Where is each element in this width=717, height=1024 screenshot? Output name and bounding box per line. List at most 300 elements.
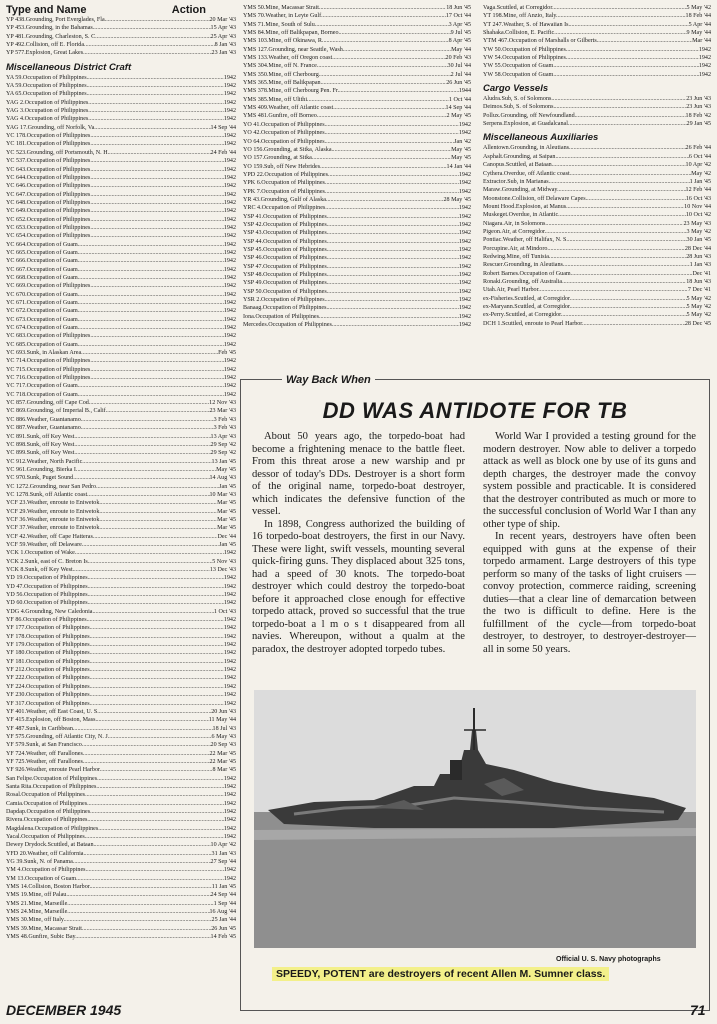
vessel-name: YMS 39: [6, 925, 27, 932]
list-item: [483, 62, 711, 70]
article-paragraph: In recent years, destroyers have often been equipped with guns at the expense of their torpedo armament. Large destroyers of this type perform so many of the tasks of light cruisers — convoy protection, commerce raiding, screening duties—that a clear line of demarcation between the two is difficult to define. Here is the fulfillment of the cycle—from torpedo-boat destroyer, to destroyer, to destroyer-destroyer—all in some 50 years.: [483, 531, 696, 655]
action-date: 1942: [223, 83, 236, 90]
vessel-name: YM 13: [6, 875, 24, 882]
action-date: 1942: [223, 341, 236, 348]
vessel-action: .Mine, South of Sulu .....: [264, 21, 449, 29]
action-date: 13 Apr '43: [210, 433, 236, 440]
vessel-action: .Occupation of Philippines .....: [262, 246, 459, 254]
action-date: 1942: [458, 221, 471, 228]
vessel-action: .Scuttled, at Corregidor .....: [513, 295, 687, 303]
vessel-name: YMS 481: [243, 113, 267, 120]
list-item: [243, 129, 471, 137]
vessel-action: .Air, Pearl Harbor .....: [495, 286, 688, 294]
vessel-name: YF 178: [6, 633, 25, 640]
action-date: 1942: [223, 633, 236, 640]
header-action: Action: [171, 4, 206, 16]
vessel-action: .Sunk, N. of Panama .....: [22, 858, 210, 866]
vessel-action: .Grounding, off Australia .....: [501, 278, 687, 286]
action-date: 1942: [223, 158, 236, 165]
list-item: [243, 79, 471, 87]
vessel-action: .Occupation of Philippines .....: [23, 107, 224, 115]
action-date: 1942: [223, 191, 236, 198]
action-date: 1942: [458, 213, 471, 220]
vessel-name: YO 156: [243, 146, 263, 153]
vessel-action: .Occupation of Philippines .....: [32, 775, 224, 783]
vessel-name: Muskeget: [483, 212, 508, 219]
vessel-name: YMS 133: [243, 55, 267, 62]
vessel-action: .Weather, off Delaware .....: [25, 541, 219, 549]
vessel-name: Dapdap: [6, 808, 25, 815]
list-item: [6, 115, 236, 123]
vessel-action: .Occupation of Philippines .....: [267, 321, 459, 329]
vessel-action: .Weather, off California .....: [26, 850, 212, 858]
list-item: [6, 191, 236, 199]
vessel-name: YC 685: [6, 341, 26, 348]
action-date: 1942: [458, 280, 471, 287]
list-item: [6, 875, 236, 883]
list-item: [6, 683, 236, 691]
list-item: [6, 433, 236, 441]
vessel-name: YC 717: [6, 383, 26, 390]
vessel-action: .Occupation of Philippines .....: [261, 304, 459, 312]
vessel-name: YC 643: [6, 166, 26, 173]
vessel-name: YC 669: [6, 283, 26, 290]
list-item: [483, 71, 711, 79]
list-item: [6, 316, 236, 324]
vessel-name: YCF 36: [6, 516, 26, 523]
vessel-action: .Occupation of Philippines .....: [25, 366, 224, 374]
vessel-action: .Weather, in Leyte Gulf .....: [264, 12, 446, 20]
list-item: [6, 825, 236, 833]
vessel-name: YF 86: [6, 617, 22, 624]
vessel-action: .Weather, S. of Hawaiian Is. .....: [502, 21, 689, 29]
vessel-name: YT 198: [483, 13, 502, 20]
vessel-name: YC 891: [6, 433, 26, 440]
list-item: [6, 207, 236, 215]
vessel-name: YMS 378: [243, 88, 267, 95]
vessel-name: YM 4: [6, 867, 21, 874]
action-date: 1942: [223, 358, 236, 365]
vessel-name: YSP 48: [243, 272, 262, 278]
list-item: [483, 270, 711, 278]
action-date: 1942: [223, 700, 236, 707]
vessel-action: .Grounding, Port Everglades, Fla. .....: [24, 16, 209, 24]
vessel-action: .Occupation of Philippines .....: [21, 82, 223, 90]
list-item: [6, 649, 236, 657]
list-item: [6, 466, 236, 474]
list-item: [6, 449, 236, 457]
list-item: [6, 541, 236, 549]
action-date: 2 Jul '44: [450, 71, 471, 78]
action-date: 29 Sep '42: [210, 441, 236, 448]
vessel-action: .Scuttled, at Bataan .....: [46, 841, 210, 849]
action-date: Mar '45: [217, 525, 236, 532]
vessel-action: .Air, at Mindoro .....: [508, 245, 685, 253]
vessel-name: Shahaka: [483, 30, 504, 37]
vessel-action: .Occupation of Guam .....: [501, 62, 699, 70]
vessel-name: YC 652: [6, 216, 26, 223]
vessel-name: Cythera: [483, 170, 503, 177]
vessel-name: YMS 21: [6, 900, 27, 907]
vessel-action: .Weather, Guantanamo .....: [25, 416, 213, 424]
action-date: 25 Jan '44: [211, 917, 236, 924]
vessel-action: .Occupation of Philippines .....: [25, 140, 224, 148]
list-item: [483, 46, 711, 54]
action-date: 1 Oct '44: [448, 96, 471, 103]
vessel-name: YF 317: [6, 700, 25, 707]
vessel-action: .Occupation of Philippines .....: [22, 816, 224, 824]
vessel-name: YC 648: [6, 199, 26, 206]
vessel-action: .Occupation of Guam .....: [518, 270, 692, 278]
action-date: 26 Jun '45: [446, 80, 471, 87]
list-item: [243, 138, 471, 146]
action-date: 1942: [223, 667, 236, 674]
vessel-name: YP 577: [6, 50, 25, 57]
action-date: 24 Sep '44: [210, 892, 236, 899]
list-item: [483, 103, 711, 111]
action-date: 24 Feb '44: [210, 149, 236, 156]
action-date: 1942: [458, 263, 471, 270]
list-item: [483, 278, 711, 286]
vessel-action: .Grounding, in Aleutians .....: [509, 144, 686, 152]
vessel-name: Pontiac: [483, 237, 502, 244]
vessel-action: .Occupation of Philippines .....: [24, 674, 223, 682]
vessel-name: YCF 59: [6, 541, 26, 548]
vessel-action: .Occupation of Philippines .....: [25, 224, 224, 232]
vessel-name: YO 42: [243, 130, 260, 137]
vessel-name: YAG 17: [6, 124, 27, 131]
list-item: [483, 4, 711, 12]
action-date: 1942: [223, 216, 236, 223]
vessel-name: YSP 41: [243, 213, 262, 220]
action-date: 1942: [458, 171, 471, 178]
action-date: 1942: [458, 121, 471, 128]
action-date: 1942: [223, 141, 236, 148]
action-date: 13 Jan '45: [211, 458, 236, 465]
vessel-action: .Mine, off N. France .....: [267, 62, 448, 70]
vessel-name: YMS 84: [243, 30, 264, 37]
vessel-name: YMS 409: [243, 105, 267, 112]
list-item: [6, 349, 236, 357]
vessel-action: .Sunk, off Key West .....: [25, 449, 210, 457]
list-item: [6, 107, 236, 115]
action-date: 1942: [223, 116, 236, 123]
action-date: 1942: [223, 658, 236, 665]
vessel-name: YC 666: [6, 258, 26, 265]
vessel-action: .Collision, Boston Harbor .....: [27, 883, 212, 891]
vessel-action: .Overdue, in Atlantic .....: [507, 211, 686, 219]
action-date: 16 Aug '44: [209, 909, 236, 916]
article-headline: DD WAS ANTIDOTE FOR TB: [322, 398, 628, 423]
list-item: [6, 599, 236, 607]
action-date: 18 Jun '45: [446, 5, 471, 11]
vessel-action: .Occupation of Philippines .....: [262, 213, 459, 221]
list-item: [6, 82, 236, 90]
action-date: 1942: [458, 188, 471, 195]
list-item: [6, 624, 236, 632]
action-date: 1942: [223, 241, 236, 248]
vessel-name: YSP 46: [243, 255, 262, 262]
vessel-action: .Grounding, off Newfoundland .....: [499, 112, 686, 120]
list-item: [6, 733, 236, 741]
list-item: [483, 170, 711, 178]
list-item: [6, 382, 236, 390]
vessel-action: .Sunk, off Key West .....: [23, 566, 209, 574]
list-item: [6, 99, 236, 107]
list-item: [6, 808, 236, 816]
action-date: 1942: [223, 166, 236, 173]
vessel-name: ex-Maryann: [483, 304, 513, 310]
action-date: 1942: [458, 205, 471, 212]
list-item: [243, 154, 471, 162]
vessel-action: .Occupation of Philippines .....: [25, 232, 224, 240]
vessel-action: .Mine, off Okinawa, R. .....: [267, 37, 449, 45]
list-item: [6, 499, 236, 507]
list-item: [6, 140, 236, 148]
action-date: 1 Jan '45: [689, 178, 711, 185]
action-date: 14 Jan '44: [446, 163, 471, 170]
vessel-name: YSP 47: [243, 263, 262, 270]
vessel-name: YMS 385: [243, 96, 267, 103]
vessel-action: .Scuttled, at Corregidor .....: [513, 303, 687, 311]
vessel-name: YMS 365: [243, 80, 267, 87]
vessel-action: .Grounding, off Norfolk, Va. .....: [26, 124, 210, 132]
vessel-action: .Occupation of Philippines .....: [262, 238, 459, 246]
action-date: 1942: [698, 63, 711, 70]
article-paragraph: In 1898, Congress authorized the building of 16 torpedo-boat destroyers, the first in our Navy. These were light, swift vessels, mounting several quick-firing guns. They displaced about 325 tons, had a speed of 30 knots. The torpedo-boat destroyer which could destroy the torpedo-boat before it approached close enough for effective torpedo attack, proved so successful that the true torpedo-boat a l m o s t disappeared from all navies. Whereupon, without a qualm at the paradox, the destroyer adopted torpedo tubes.: [252, 518, 465, 655]
action-date: 1942: [223, 233, 236, 240]
list-item: [6, 216, 236, 224]
action-date: 3 Feb '43: [213, 425, 236, 432]
action-date: 5 May '42: [686, 295, 711, 302]
article-column-right: [483, 431, 696, 656]
vessel-name: YC 869: [6, 408, 26, 415]
vessel-action: .Sub, S. of Solomons .....: [500, 95, 686, 103]
vessel-action: .Occupation of Philippines .....: [260, 188, 459, 196]
action-date: 1942: [223, 675, 236, 682]
vessel-name: YC 912: [6, 458, 26, 465]
list-item: [6, 841, 236, 849]
vessel-action: .Occupation of Philippines .....: [262, 229, 459, 237]
vessel-name: YR 43: [243, 196, 260, 203]
action-date: 1942: [223, 291, 236, 298]
vessel-name: YMS 70: [243, 13, 264, 20]
action-date: 1942: [223, 99, 236, 106]
list-item: [6, 833, 236, 841]
vessel-action: .Weather, off Oregon coast .....: [267, 54, 446, 62]
list-item: [6, 41, 236, 49]
list-item: [6, 674, 236, 682]
vessel-action: .Mine, Marseille .....: [27, 900, 214, 908]
vessel-name: YC 715: [6, 366, 26, 373]
vessel-action: .Occupation of Guam .....: [25, 241, 224, 249]
list-item: [243, 254, 471, 262]
vessel-action: .Occupation of Philippines .....: [24, 700, 223, 708]
vessel-action: .Grounding, near Seattle, Wash. .....: [267, 46, 451, 54]
section-title-cargo-vessels: Cargo Vessels: [483, 83, 549, 95]
action-date: Mar '44: [692, 38, 711, 45]
vessel-name: Canopus: [483, 162, 505, 169]
action-date: 1942: [223, 391, 236, 398]
vessel-action: .Explosion, at Manus .....: [514, 203, 684, 211]
action-date: 3 May '42: [686, 228, 711, 235]
vessel-action: .Grounding, in the Bahamas .....: [24, 24, 210, 32]
vessel-action: .Weather, off Cape Hatteras .....: [25, 533, 217, 541]
action-date: 23 Jun '43: [686, 96, 711, 103]
vessel-name: YC 898: [6, 441, 26, 448]
list-item: [243, 12, 471, 20]
action-date: 23 Jan '43: [211, 50, 236, 57]
action-date: 10 Oct '42: [685, 212, 711, 219]
vessel-action: .Occupation of Philippines .....: [20, 791, 224, 799]
list-item: [6, 891, 236, 899]
list-item: [483, 12, 711, 20]
list-item: [6, 508, 236, 516]
vessel-action: .Occupation of Philippines .....: [24, 633, 223, 641]
action-date: 18 Jun '43: [686, 278, 711, 285]
vessel-name: YP 438: [6, 17, 25, 23]
list-item: [6, 866, 236, 874]
action-date: 1942: [458, 246, 471, 253]
article-paragraph: About 50 years ago, the torpedo-boat had become a frightening menace to the battle fleet. From this threat arose a new warship and pr dessor of today's DDs. Destroyer is a short form of the original name, torpedo-boat destroyer, which indicates the defensive function of the vessel.: [252, 431, 465, 517]
vessel-action: .Occupation of Philippines .....: [24, 649, 223, 657]
action-date: 8 Jan '43: [214, 42, 236, 49]
vessel-action: .Occupation of Philippines .....: [259, 129, 458, 137]
list-item: [6, 916, 236, 924]
action-date: 5 Apr '44: [688, 21, 711, 28]
list-item: [243, 304, 471, 312]
vessel-name: YC 181: [6, 141, 26, 148]
vessel-name: YC 664: [6, 241, 26, 248]
list-misc-auxiliaries: [483, 144, 711, 328]
action-date: 1942: [223, 775, 236, 782]
list-item: [243, 146, 471, 154]
action-date: Mar '45: [217, 516, 236, 523]
vessel-name: Mount Hood: [483, 203, 515, 210]
vessel-action: .Collision, off E. Florida .....: [24, 41, 214, 49]
vessel-name: YF 724: [6, 750, 25, 757]
action-date: 1942: [223, 133, 236, 140]
vessel-action: .Occupation of Guam .....: [23, 875, 223, 883]
list-item: [6, 441, 236, 449]
action-date: 1942: [223, 283, 236, 290]
vessel-action: .Occupation of Guam .....: [25, 299, 224, 307]
list-item: [6, 224, 236, 232]
vessel-name: YP 492: [6, 42, 25, 49]
vessel-action: .Occupation of Philippines .....: [25, 207, 224, 215]
vessel-name: YMS 304: [243, 63, 267, 70]
action-date: 30 Jan '45: [686, 237, 711, 244]
column-1: [6, 4, 236, 941]
vessel-action: .Mine, off Balikpapan .....: [267, 79, 446, 87]
action-date: 1942: [223, 249, 236, 256]
list-item: [6, 908, 236, 916]
vessel-name: YF 415: [6, 717, 25, 724]
vessel-name: DCH 1: [483, 320, 501, 327]
vessel-name: YP 481: [6, 33, 25, 40]
vessel-name: YF 224: [6, 683, 25, 690]
action-date: May '45: [451, 155, 471, 162]
vessel-name: YC 653: [6, 224, 26, 231]
action-date: 20 Feb '43: [445, 55, 471, 62]
vessel-name: YMS 14: [6, 884, 27, 891]
vessel-name: YF 177: [6, 625, 25, 632]
action-date: 1942: [223, 825, 236, 832]
action-date: Jan '45: [219, 483, 236, 490]
action-date: 23 Mar '43: [209, 408, 236, 415]
vessel-action: .Grounding, off Cape Cod .....: [25, 399, 209, 407]
list-item: [6, 399, 236, 407]
action-date: 1942: [223, 692, 236, 699]
vessel-name: YMS 30: [6, 917, 27, 924]
vessel-action: .Occupation of Philippines .....: [254, 313, 459, 321]
vessel-name: YCK 1: [6, 550, 24, 557]
vessel-name: YW 50: [483, 46, 501, 53]
vessel-name: YF 180: [6, 650, 25, 657]
list-item: [6, 357, 236, 365]
destroyer-ship-illustration: [254, 690, 696, 948]
vessel-action: .Mine, off Tunisia .....: [505, 253, 686, 261]
vessel-name: Ronaki: [483, 278, 501, 285]
vessel-action: .Occupation of Philippines .....: [259, 138, 454, 146]
list-item: [6, 566, 236, 574]
vessel-action: .Mine, off Italy .....: [27, 916, 212, 924]
vessel-action: .Occupation of Philippines .....: [24, 658, 223, 666]
vessel-name: YD 56: [6, 592, 23, 599]
action-date: 22 Mar '45: [209, 758, 236, 765]
vessel-action: .Occupation of Philippines .....: [25, 174, 224, 182]
list-item: [6, 858, 236, 866]
vessel-action: .Occupation of Guam .....: [25, 391, 224, 399]
vessel-action: .Occupation of Philippines .....: [33, 825, 224, 833]
vessel-action: .Weather, enroute to Eniwetok .....: [25, 516, 217, 524]
list-item: [6, 157, 236, 165]
list-item: [6, 458, 236, 466]
action-date: 20 Mar '43: [209, 17, 236, 23]
list-item: [243, 4, 471, 12]
vessel-action: .Occupation of Guam .....: [25, 316, 224, 324]
section-title-misc-auxiliaries: Miscellaneous Auxiliaries: [483, 132, 599, 144]
vessel-action: .Occupation of Philippines .....: [25, 182, 224, 190]
list-item: [6, 474, 236, 482]
vessel-action: .Mine, off Cherbourg Pen. Fr. .....: [267, 87, 459, 95]
action-date: Dec '44: [217, 533, 236, 540]
vessel-name: Maraw: [483, 187, 501, 194]
vessel-action: .Occupation of Philippines .....: [260, 204, 459, 212]
vessel-name: YMS 50: [243, 5, 264, 11]
list-item: [243, 288, 471, 296]
action-date: 1942: [223, 266, 236, 273]
action-date: 14 Aug '43: [209, 475, 236, 482]
vessel-action: .Occupation of Guam .....: [25, 249, 224, 257]
vessel-action: .Occupation of Philippines .....: [23, 99, 224, 107]
vessel-name: Mercedes: [243, 322, 267, 329]
vessel-name: YC 667: [6, 266, 26, 273]
vessel-name: YC 683: [6, 333, 26, 340]
list-item: [6, 257, 236, 265]
action-date: 1942: [223, 308, 236, 315]
vessel-action: .Occupation of Philippines .....: [20, 833, 224, 841]
action-date: 1942: [223, 208, 236, 215]
list-item: [483, 295, 711, 303]
list-item: [6, 558, 236, 566]
action-date: 13 Dec '43: [209, 567, 236, 573]
action-date: 8 Mar '45: [212, 767, 236, 774]
list-item: [483, 186, 711, 194]
list-item: [483, 37, 711, 45]
action-date: 23 May '43: [683, 220, 711, 227]
vessel-name: YC 1278: [6, 491, 29, 498]
